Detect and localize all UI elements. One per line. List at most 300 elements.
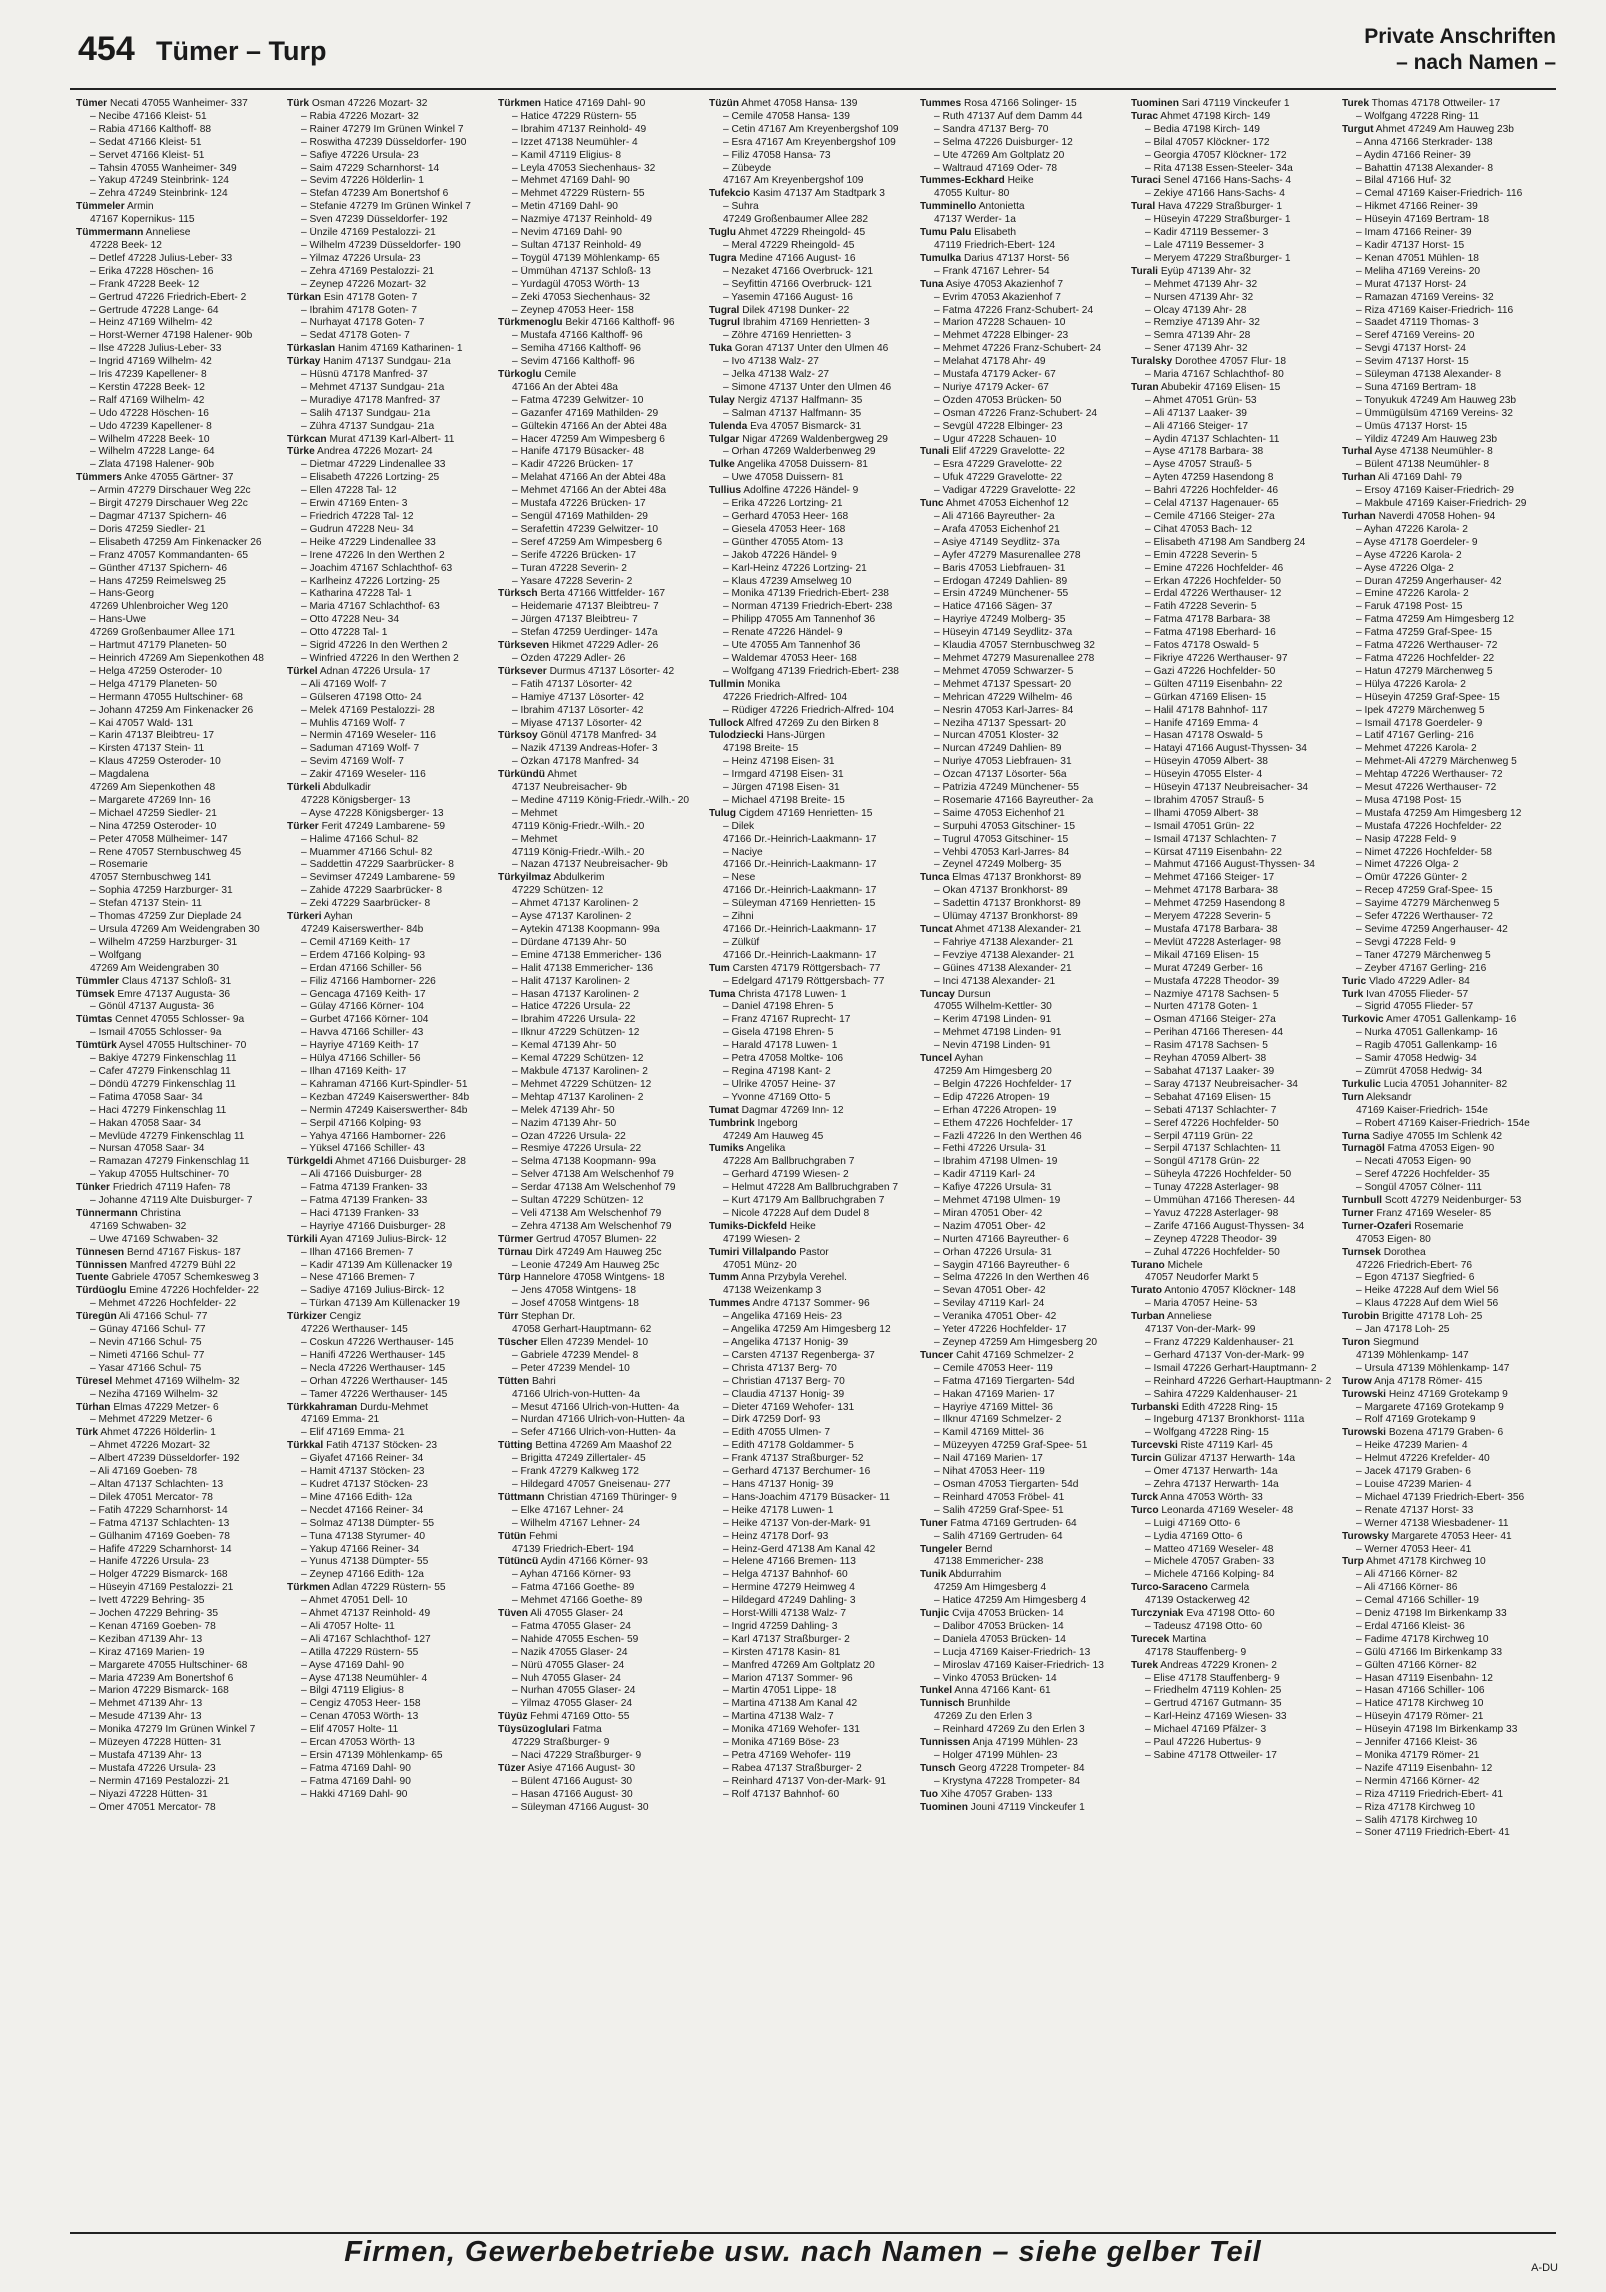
directory-entry-continued [287, 1621, 495, 1634]
entry-text: Elmas 47137 Bronkhorst- 89 [952, 872, 1082, 884]
entry-text: – Türkan 47139 Am Küllenacker 19 [301, 1298, 460, 1310]
directory-entry-continued [920, 1182, 1128, 1195]
entry-text: – Günther 47055 Atom- 13 [723, 536, 844, 548]
entry-text: Osman 47226 Mozart- 32 [311, 98, 428, 109]
directory-entry-continued [498, 963, 706, 976]
directory-entry-continued [1131, 1389, 1339, 1402]
directory-entry-continued [287, 1027, 495, 1040]
directory-entry-continued [287, 653, 495, 666]
surname: Türkay [287, 356, 321, 368]
directory-entry [76, 1427, 284, 1440]
directory-entry-continued [287, 1466, 495, 1479]
entry-text: – Salih 47169 Gertruden- 64 [934, 1530, 1063, 1542]
directory-entry-continued [709, 1634, 917, 1647]
directory-entry-continued [920, 408, 1128, 421]
entry-text: – Nihat 47053 Heer- 119 [934, 1466, 1045, 1478]
directory-entry [1131, 382, 1339, 395]
entry-text: – Wolfgang 47228 Ring- 11 [1356, 110, 1480, 122]
entry-text: – Fatma 47169 Dahl- 90 [301, 1775, 411, 1787]
entry-text: Berta 47166 Wittfelder- 167 [540, 588, 666, 600]
entry-text: Cengiz [329, 1311, 362, 1323]
directory-entry-continued [920, 1776, 1128, 1789]
directory-entry-continued [920, 885, 1128, 898]
entry-text: – Yilmaz 47055 Glaser- 24 [512, 1698, 633, 1710]
entry-text: – Helmut 47226 Krefelder- 40 [1356, 1453, 1490, 1465]
entry-text: – Nurhayat 47178 Goten- 7 [301, 317, 425, 329]
entry-text: – Hatice 47226 Ursula- 22 [512, 1001, 631, 1013]
entry-text: Heike [789, 1220, 816, 1232]
entry-text: – Margarete 47169 Grotekamp 9 [1356, 1401, 1504, 1413]
entry-text: – Zeynep 47053 Heer- 158 [512, 304, 634, 316]
directory-entry-continued [920, 705, 1128, 718]
directory-entry-continued [76, 1221, 284, 1234]
directory-entry-continued [1342, 718, 1550, 731]
directory-entry-continued [1342, 1815, 1550, 1828]
entry-text: Edith 47228 Ring- 15 [1181, 1401, 1278, 1413]
directory-entry [287, 1402, 495, 1415]
entry-text: – Bilal 47057 Klöckner- 172 [1145, 136, 1270, 148]
entry-text: – Paul 47226 Hubertus- 9 [1145, 1737, 1262, 1749]
entry-text: – Ersin 47139 Möhlenkamp- 65 [301, 1750, 443, 1761]
directory-entry [1131, 1660, 1339, 1673]
entry-text: Anneliese [145, 227, 191, 239]
entry-text: – Vadigar 47229 Gravelotte- 22 [934, 485, 1076, 497]
entry-text: Emine 47226 Hochfelder- 22 [129, 1285, 259, 1297]
entry-text: – Mustafa 47228 Theodor- 39 [1145, 975, 1280, 987]
directory-entry-continued [920, 1324, 1128, 1337]
directory-entry-continued [1131, 588, 1339, 601]
entry-text: – Ayse 47138 Neumühler- 4 [301, 1672, 428, 1684]
directory-entry-continued [76, 1724, 284, 1737]
surname: Turow [1342, 1375, 1372, 1387]
directory-entry-continued [1342, 1001, 1550, 1014]
surname: Tufekcio [709, 188, 751, 200]
entry-text: – Dietmar 47229 Lindenallee 33 [301, 459, 446, 471]
directory-entry-continued [1342, 550, 1550, 563]
directory-entry-continued [498, 163, 706, 176]
entry-text: – Riza 47178 Kirchweg 10 [1356, 1801, 1475, 1813]
entry-text: – Sefer 47226 Werthauser- 72 [1356, 911, 1493, 923]
directory-entry-continued [287, 214, 495, 227]
surname: Tumulka [920, 252, 962, 264]
entry-text: – Fatih 47137 Lösorter- 42 [512, 678, 633, 690]
entry-text: – Nasip 47228 Feld- 9 [1356, 833, 1457, 845]
entry-text: – Hanife 47169 Emma- 4 [1145, 717, 1259, 729]
entry-text: – Fahriye 47138 Alexander- 21 [934, 936, 1074, 948]
entry-text: Kasim 47137 Am Stadtpark 3 [752, 188, 885, 200]
directory-entry-continued [287, 1053, 495, 1066]
entry-text: – Mevlüt 47228 Asterlager- 98 [1145, 936, 1281, 948]
directory-entry-continued [498, 1040, 706, 1053]
directory-entry [76, 1376, 284, 1389]
surname: Türnau [498, 1246, 533, 1258]
entry-text: – Kadir 47119 Bessemer- 3 [1145, 227, 1269, 239]
entry-text: Monika [747, 678, 781, 690]
entry-text: – Saime 47053 Eichenhof 21 [934, 807, 1065, 819]
entry-text: Durmus 47137 Lösorter- 42 [549, 665, 675, 677]
entry-text: – Mehrican 47229 Wilhelm- 46 [934, 691, 1073, 703]
directory-entry [709, 1105, 917, 1118]
entry-text: – Kadir 47226 Brücken- 17 [512, 459, 634, 471]
surname: Turcevski [1131, 1440, 1178, 1452]
entry-text: 47166 Dr.-Heinrich-Laakmann- 17 [723, 885, 877, 897]
entry-text: – Carsten 47137 Regenberga- 37 [723, 1349, 875, 1361]
entry-text: – Meryem 47228 Severin- 5 [1145, 911, 1271, 923]
directory-entry-continued [709, 1363, 917, 1376]
directory-entry-continued [1131, 1079, 1339, 1092]
entry-text: – Zakir 47169 Weseler- 116 [301, 769, 426, 781]
directory-entry-continued [76, 1131, 284, 1144]
entry-text: – Baris 47053 Liebfrauen- 31 [934, 562, 1066, 574]
surname: Türksoy [498, 730, 538, 742]
entry-text: 47249 Am Hauweg 45 [723, 1130, 824, 1142]
directory-entry-continued [1131, 421, 1339, 434]
entry-text: Angelika [746, 1143, 786, 1155]
directory-entry-continued [498, 485, 706, 498]
directory-entry-continued [1131, 434, 1339, 447]
entry-text: – Nurdan 47166 Ulrich-von-Hutten- 4a [512, 1414, 685, 1426]
entry-text: – Helmut 47228 Am Ballbruchgraben 7 [723, 1182, 898, 1194]
directory-entry [1342, 1092, 1550, 1105]
entry-text: – Kirsten 47178 Kasin- 81 [723, 1646, 841, 1658]
entry-text: 47166 Dr.-Heinrich-Laakmann- 17 [723, 949, 877, 961]
directory-entry-continued [498, 305, 706, 318]
entry-text: – Osman 47166 Steiger- 27a [1145, 1014, 1276, 1026]
entry-text: 47169 Kaiser-Friedrich- 154e [1356, 1104, 1488, 1116]
entry-text: – Salih 47259 Graf-Spee- 51 [934, 1504, 1064, 1516]
entry-text: – Zehra 47137 Herwarth- 14a [1145, 1478, 1279, 1490]
entry-text: – Tonyukuk 47249 Am Hauweg 23b [1356, 394, 1517, 406]
surname: Türkmen [287, 1582, 331, 1594]
directory-entry [498, 1337, 706, 1350]
surname: Turato [1131, 1285, 1162, 1297]
directory-entry-continued [287, 524, 495, 537]
directory-entry-continued [1131, 1350, 1339, 1363]
directory-entry-continued [498, 253, 706, 266]
entry-text: – Kenan 47169 Goeben- 78 [90, 1620, 216, 1632]
directory-entry [1131, 111, 1339, 124]
directory-entry-continued [76, 1389, 284, 1402]
entry-text: – Horst-Werner 47198 Halener- 90b [90, 330, 253, 342]
directory-entry-continued [287, 240, 495, 253]
entry-text: Elif 47229 Gravelotte- 22 [952, 446, 1065, 458]
directory-entry-continued [287, 163, 495, 176]
entry-text: – Jürgen 47198 Eisen- 31 [723, 782, 840, 794]
directory-entry-continued [1131, 330, 1339, 343]
directory-entry-continued [1342, 563, 1550, 576]
directory-entry-continued [287, 150, 495, 163]
entry-text: – Hermine 47279 Heimweg 4 [723, 1582, 855, 1594]
entry-text: – Erdal 47226 Werthauser- 12 [1145, 588, 1282, 600]
directory-column [76, 98, 287, 2226]
directory-entry-continued [1342, 1647, 1550, 1660]
directory-entry-continued [709, 124, 917, 137]
directory-entry-continued [498, 1118, 706, 1131]
directory-entry [287, 292, 495, 305]
entry-text: – Rosemarie [90, 859, 148, 871]
directory-entry-continued [287, 1505, 495, 1518]
directory-entry-continued [1342, 317, 1550, 330]
entry-text: – Emin 47228 Severin- 5 [1145, 549, 1258, 561]
directory-entry-continued [76, 614, 284, 627]
directory-entry [920, 1802, 1128, 1815]
footer-banner: Firmen, Gewerbebetriebe usw. nach Namen – siehe gelber Teil [344, 2236, 1262, 2268]
directory-entry-continued [1342, 1776, 1550, 1789]
entry-text: Fatma [572, 1724, 602, 1736]
directory-entry [1342, 1311, 1550, 1324]
directory-entry-continued [1342, 1492, 1550, 1505]
directory-entry-continued [709, 1260, 917, 1273]
directory-entry-continued [920, 1105, 1128, 1118]
surname: Tuente [76, 1272, 109, 1284]
entry-text: – Margarete 47269 Inn- 16 [90, 794, 211, 806]
directory-entry-continued [1342, 137, 1550, 150]
directory-entry-continued [1131, 305, 1339, 318]
surname: Tuglu [709, 227, 736, 239]
entry-text: – Ayse 47169 Dahl- 90 [301, 1659, 404, 1671]
directory-entry-continued [76, 1234, 284, 1247]
directory-entry-continued [1131, 1143, 1339, 1156]
directory-entry-continued [287, 382, 495, 395]
section-title-line1: Private Anschriften [1364, 25, 1556, 48]
entry-text: – Stefan 47259 Uerdinger- 147a [512, 627, 658, 639]
entry-text: – Ilhan 47166 Bremen- 7 [301, 1246, 414, 1258]
directory-entry-continued [1342, 666, 1550, 679]
entry-text: – Marion 47137 Sommer- 96 [723, 1672, 853, 1684]
entry-text: – Ethem 47226 Hochfelder- 17 [934, 1117, 1073, 1129]
entry-text: – Wolfgang 47139 Friedrich-Ebert- 238 [723, 665, 899, 677]
entry-text: – Meliha 47169 Vereins- 20 [1356, 265, 1481, 277]
surname: Turczyniak [1131, 1608, 1184, 1620]
directory-entry-continued [1342, 950, 1550, 963]
directory-entry-continued [498, 524, 706, 537]
directory-entry-continued [76, 421, 284, 434]
directory-entry-continued [1342, 756, 1550, 769]
directory-entry-continued [920, 1414, 1128, 1427]
directory-entry-continued [709, 1673, 917, 1686]
directory-entry-continued [1131, 976, 1339, 989]
directory-entry-continued [498, 175, 706, 188]
directory-entry [709, 305, 917, 318]
surname: Tunik [920, 1569, 947, 1581]
directory-entry-continued [498, 976, 706, 989]
entry-text: – Serpil 47119 Grün- 22 [1145, 1130, 1253, 1142]
directory-entry-continued [287, 989, 495, 1002]
directory-entry [920, 201, 1128, 214]
entry-text: – Fatih 47229 Scharnhorst- 14 [90, 1504, 228, 1516]
entry-text: Hanim 47169 Katharinen- 1 [337, 343, 463, 355]
entry-text: – Dilek 47051 Mercator- 78 [90, 1491, 213, 1503]
entry-text: – Mehmet 47259 Hasendong 8 [1145, 898, 1285, 910]
entry-text: – Roswitha 47239 Düsseldorfer- 190 [301, 136, 467, 148]
entry-text: Elisabeth [974, 227, 1017, 239]
directory-entry-continued [76, 266, 284, 279]
surname: Turowski [1342, 1427, 1386, 1439]
surname: Türk [76, 1427, 99, 1439]
entry-text: Rosemarie [1414, 1220, 1464, 1232]
directory-entry-continued [1342, 795, 1550, 808]
surname: Türkan [287, 291, 321, 303]
surname: Tugra [709, 252, 737, 264]
entry-text: Ayhan [954, 1053, 984, 1065]
directory-entry-continued [498, 1685, 706, 1698]
entry-text: – Toygül 47139 Möhlenkamp- 65 [512, 252, 660, 264]
entry-text: – Stefan 47239 Am Bonertshof 6 [301, 188, 449, 200]
directory-entry-continued [76, 214, 284, 227]
directory-entry-continued [920, 1169, 1128, 1182]
entry-text: Sari 47119 Vinckeufer 1 [1181, 98, 1290, 109]
directory-entry [920, 446, 1128, 459]
entry-text: – Nermin 47169 Pestalozzi- 21 [90, 1775, 230, 1787]
entry-text: Brigitte 47178 Loh- 25 [1382, 1311, 1483, 1323]
directory-entry-continued [287, 1673, 495, 1686]
directory-entry-continued [287, 1427, 495, 1440]
entry-text: – Tuna 47138 Styrumer- 40 [301, 1530, 426, 1542]
directory-entry-continued [287, 1634, 495, 1647]
directory-entry-continued [709, 1131, 917, 1144]
entry-text: – Mehmet-Ali 47279 Märchenweg 5 [1356, 756, 1517, 768]
entry-text: – Cemal 47166 Schiller- 19 [1356, 1595, 1479, 1607]
directory-entry-continued [920, 1066, 1128, 1079]
entry-text: – Helga 47179 Planeten- 50 [90, 678, 217, 690]
directory-entry-continued [287, 924, 495, 937]
surname: Tulay [709, 394, 735, 406]
entry-text: Ellen 47239 Mendel- 10 [540, 1337, 649, 1348]
entry-text: – Manfred 47269 Am Goltplatz 20 [723, 1659, 875, 1671]
directory-entry [1131, 201, 1339, 214]
directory-entry-continued [1342, 769, 1550, 782]
surname: Tuncel [920, 1053, 953, 1065]
entry-text: – Mustafa 47226 Ursula- 23 [90, 1762, 216, 1774]
entry-text: – Ivett 47229 Behring- 35 [90, 1595, 205, 1607]
directory-entry-continued [287, 395, 495, 408]
entry-text: – Muammer 47166 Schul- 82 [301, 846, 433, 858]
surname: Tüzer [498, 1762, 526, 1774]
entry-text: – Ahmet 47137 Reinhold- 49 [301, 1608, 431, 1620]
directory-entry-continued [76, 150, 284, 163]
entry-text: Lucia 47051 Johanniter- 82 [1383, 1078, 1508, 1090]
directory-entry [709, 1143, 917, 1156]
directory-entry-continued [1342, 1505, 1550, 1518]
entry-text: – Luigi 47169 Otto- 6 [1145, 1517, 1241, 1529]
directory-entry [498, 872, 706, 885]
surname: Türhan [76, 1401, 111, 1413]
entry-text: – Okan 47137 Bronkhorst- 89 [934, 885, 1068, 897]
directory-entry-continued [498, 343, 706, 356]
entry-text: – Hatice 47166 Sägen- 37 [934, 601, 1053, 613]
entry-text: – Claudia 47137 Honig- 39 [723, 1388, 845, 1400]
entry-text: – Yeter 47226 Hochfelder- 17 [934, 1324, 1067, 1336]
entry-text: – Yasar 47166 Schul- 75 [90, 1362, 202, 1374]
entry-text: – Hüseyin 47055 Elster- 4 [1145, 769, 1263, 781]
entry-text: – Michael 47139 Friedrich-Ebert- 356 [1356, 1491, 1525, 1503]
entry-text: – Renate 47226 Händel- 9 [723, 627, 843, 639]
entry-text: – Maria 47239 Am Bonertshof 6 [90, 1672, 234, 1684]
entry-text: – Helga 47259 Osteroder- 10 [90, 665, 222, 677]
entry-text: – Mustafa 47179 Acker- 67 [934, 369, 1056, 381]
directory-entry-continued [76, 640, 284, 653]
entry-text: Ivan 47055 Flieder- 57 [1366, 988, 1469, 1000]
directory-columns [76, 98, 1556, 2226]
entry-text: – Irmgard 47198 Eisen- 31 [723, 769, 844, 781]
directory-entry [709, 1272, 917, 1285]
directory-entry-continued [709, 1492, 917, 1505]
directory-entry-continued [287, 795, 495, 808]
directory-entry-continued [498, 498, 706, 511]
entry-text: – Gurbet 47166 Körner- 104 [301, 1014, 429, 1026]
directory-entry [1131, 1608, 1339, 1621]
entry-text: – Hanifi 47226 Werthauser- 145 [301, 1349, 446, 1361]
directory-entry-continued [498, 1066, 706, 1079]
directory-entry [287, 1582, 495, 1595]
entry-text: – Nazim 47051 Ober- 42 [934, 1220, 1046, 1232]
directory-entry-continued [1131, 1698, 1339, 1711]
entry-text: – Edith 47178 Goldammer- 5 [723, 1440, 854, 1452]
entry-text: – Heinz-Gerd 47138 Am Kanal 42 [723, 1543, 876, 1555]
entry-text: – Filiz 47166 Hamborner- 226 [301, 975, 436, 987]
entry-text: – Jens 47058 Wintgens- 18 [512, 1285, 637, 1297]
directory-entry [920, 253, 1128, 266]
surname: Tuo [920, 1788, 938, 1800]
directory-entry-continued [1342, 1324, 1550, 1337]
entry-text: – Sevim 47226 Hölderlin- 1 [301, 175, 424, 187]
surname: Tunsch [920, 1762, 956, 1774]
directory-entry-continued [1342, 1298, 1550, 1311]
entry-text: – Robert 47169 Kaiser-Friedrich- 154e [1356, 1117, 1530, 1129]
entry-text: Nergiz 47137 Halfmann- 35 [737, 394, 863, 406]
entry-text: Antonio 47057 Klöckner- 148 [1164, 1285, 1296, 1297]
entry-text: – Ali 47057 Holte- 11 [301, 1620, 395, 1632]
entry-text: Dagmar 47269 Inn- 12 [741, 1104, 844, 1116]
directory-entry [709, 808, 917, 821]
entry-text: – Nurcan 47051 Kloster- 32 [934, 730, 1059, 742]
surname: Turowsky [1342, 1530, 1389, 1542]
directory-entry-continued [76, 666, 284, 679]
surname: Tumiks-Dickfeld [709, 1220, 787, 1232]
directory-entry-continued [1342, 1711, 1550, 1724]
directory-entry-continued [709, 150, 917, 163]
entry-text: – Yakup 47249 Steinbrink- 124 [90, 175, 229, 187]
directory-entry-continued [498, 1479, 706, 1492]
entry-text: Medine 47166 August- 16 [739, 252, 856, 264]
entry-text: – Cemile 47053 Heer- 119 [934, 1362, 1053, 1374]
directory-entry-continued [709, 1647, 917, 1660]
directory-entry-continued [287, 408, 495, 421]
entry-text: – Hikmet 47166 Reiner- 39 [1356, 201, 1478, 213]
directory-entry-continued [920, 434, 1128, 447]
directory-entry-continued [920, 343, 1128, 356]
directory-entry [920, 872, 1128, 885]
directory-entry-continued [76, 1698, 284, 1711]
directory-entry-continued [1131, 937, 1339, 950]
directory-entry-continued [1342, 1414, 1550, 1427]
entry-text: – Yahya 47166 Hamborner- 226 [301, 1130, 446, 1142]
entry-text: – Dalibor 47053 Brücken- 14 [934, 1620, 1064, 1632]
directory-entry [1342, 989, 1550, 1002]
directory-entry-continued [498, 937, 706, 950]
entry-text: – Serife 47226 Brücken- 17 [512, 549, 637, 561]
directory-entry [709, 1298, 917, 1311]
entry-text: – Süleyman 47166 August- 30 [512, 1801, 649, 1813]
directory-entry [76, 201, 284, 214]
entry-text: – Musa 47198 Post- 15 [1356, 794, 1462, 806]
entry-text: – Martina 47138 Am Kanal 42 [723, 1698, 858, 1710]
entry-text: – Mustafa 47178 Barbara- 38 [1145, 924, 1278, 935]
entry-text: – Karlheinz 47226 Lortzing- 25 [301, 575, 440, 587]
directory-entry-continued [1131, 653, 1339, 666]
entry-text: – Songül 47178 Grün- 22 [1145, 1156, 1260, 1168]
entry-text: – Mehmet 47198 Linden- 91 [934, 1027, 1062, 1039]
